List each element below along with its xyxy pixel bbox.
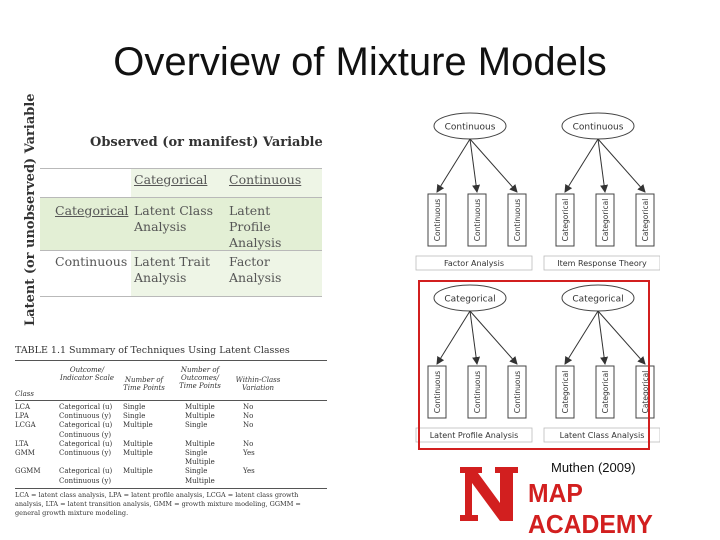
latent-variable-label: Categorical xyxy=(572,294,624,305)
table-cell: No xyxy=(243,421,254,430)
table-cell: LTA xyxy=(15,439,29,448)
table-cell: Multiple xyxy=(123,467,153,476)
path-arrow xyxy=(437,139,470,192)
th-time-points: Number of Time Points xyxy=(123,376,165,392)
table-cell: LCGA xyxy=(15,421,36,430)
table-cell: Single xyxy=(185,421,208,430)
indicator-label: Continuous xyxy=(473,198,482,242)
matrix-rule xyxy=(40,197,322,198)
indicator-label: Continuous xyxy=(513,198,522,242)
table-cell: LCA xyxy=(15,403,31,411)
diagram-caption: Latent Profile Analysis xyxy=(429,431,519,440)
indicator-label: Categorical xyxy=(601,370,610,414)
table-caption: TABLE 1.1 Summary of Techniques Using Latent Classes xyxy=(15,345,290,356)
table-cell: Multiple xyxy=(123,439,153,448)
th-outcomes: Number of Outcomes/ Time Points xyxy=(179,366,221,390)
table-footnote: LCA = latent class analysis, LPA = latent profile analysis, LCGA = latent class growth analysis, LTA = latent transition analysis, GMM = growth mixture modeling, GGMM = general growth mixture modeling. xyxy=(15,491,301,517)
table-rule xyxy=(15,400,327,401)
table-cell: Continuous (y) xyxy=(59,412,112,421)
row-header-categorical: Categorical xyxy=(55,203,129,218)
observed-variable-label: Observed (or manifest) Variable xyxy=(90,135,323,150)
table-row xyxy=(15,440,327,449)
matrix-rule xyxy=(40,168,322,169)
table-row xyxy=(15,477,327,486)
table-cell: Multiple xyxy=(185,476,215,485)
indicator-label: Categorical xyxy=(641,370,650,414)
table-row xyxy=(15,412,327,421)
latent-variable-label: Continuous xyxy=(444,122,496,133)
table-cell: No xyxy=(243,412,254,421)
latent-variable-label: Categorical xyxy=(444,294,496,305)
table-row xyxy=(15,421,327,430)
table-cell: GMM xyxy=(15,449,35,457)
th-variation: Within-Class Variation xyxy=(235,376,281,392)
table-row xyxy=(15,467,327,476)
table-cell: Continuous (y) xyxy=(59,476,112,485)
table-rule xyxy=(15,488,327,489)
table-cell: Multiple xyxy=(185,412,215,421)
table-cell: Categorical (u) xyxy=(59,421,113,430)
table-cell: No xyxy=(243,439,254,448)
table-cell: Single xyxy=(123,403,146,411)
table-cell: Continuous (y) xyxy=(59,449,112,457)
table-cell: Single xyxy=(185,449,208,457)
slide-title: Overview of Mixture Models xyxy=(113,40,607,84)
highlight-box xyxy=(418,280,650,450)
col-header-categorical: Categorical xyxy=(134,172,208,187)
table-cell: No xyxy=(243,403,254,411)
path-arrow xyxy=(470,139,477,192)
th-scale: Outcome/ Indicator Scale xyxy=(60,366,114,382)
path-arrow xyxy=(598,139,605,192)
path-diagram xyxy=(544,113,660,270)
cell-factor-analysis: Factor Analysis xyxy=(229,254,282,285)
nebraska-n-logo xyxy=(458,463,520,525)
col-header-continuous: Continuous xyxy=(229,172,302,187)
indicator-label: Continuous xyxy=(433,370,442,414)
table-header xyxy=(15,364,327,400)
indicator-label: Continuous xyxy=(513,370,522,414)
table-cell: Multiple xyxy=(123,449,153,457)
table-cell: Multiple xyxy=(185,458,215,467)
table-cell: Categorical (u) xyxy=(59,439,113,448)
cell-latent-profile: Latent Profile Analysis xyxy=(229,203,282,250)
table-cell: Continuous (y) xyxy=(59,430,112,439)
map-academy-wordmark: MAP ACADEMY xyxy=(528,478,653,539)
latent-variable-label: Latent (or unobserved) Variable xyxy=(23,93,38,326)
table-cell: Single xyxy=(123,412,146,421)
row-header-continuous: Continuous xyxy=(55,254,128,269)
path-diagram xyxy=(416,113,532,270)
indicator-label: Continuous xyxy=(473,370,482,414)
cell-latent-class: Latent Class Analysis xyxy=(134,203,214,234)
path-arrow xyxy=(470,139,517,192)
table-cell: Single xyxy=(185,467,208,476)
table-rule xyxy=(15,360,327,361)
indicator-label: Categorical xyxy=(561,370,570,414)
table-cell: LPA xyxy=(15,412,29,421)
table-cell: Categorical (u) xyxy=(59,403,113,411)
matrix-rule xyxy=(40,296,322,297)
diagram-caption: Item Response Theory xyxy=(557,259,647,268)
table-cell: Multiple xyxy=(185,439,215,448)
table-row xyxy=(15,449,327,458)
path-arrow xyxy=(598,139,645,192)
latent-variable-label: Continuous xyxy=(572,122,624,133)
diagram-caption: Latent Class Analysis xyxy=(559,431,645,440)
th-class: Class xyxy=(15,390,34,398)
indicator-label: Continuous xyxy=(433,198,442,242)
table-body xyxy=(15,403,327,487)
table-row xyxy=(15,403,327,412)
table-cell: GGMM xyxy=(15,467,41,476)
table-cell: Categorical (u) xyxy=(59,467,113,476)
cell-latent-trait: Latent Trait Analysis xyxy=(134,254,211,285)
indicator-label: Categorical xyxy=(601,198,610,242)
citation: Muthen (2009) xyxy=(551,460,636,475)
table-row xyxy=(15,458,327,467)
indicator-label: Categorical xyxy=(641,198,650,242)
table-cell: Yes xyxy=(243,467,255,476)
table-cell: Multiple xyxy=(123,421,153,430)
table-cell: Multiple xyxy=(185,403,215,411)
diagram-caption: Factor Analysis xyxy=(444,259,504,268)
indicator-label: Categorical xyxy=(561,198,570,242)
path-arrow xyxy=(565,139,598,192)
table-row xyxy=(15,431,327,440)
table-cell: Yes xyxy=(243,449,255,457)
